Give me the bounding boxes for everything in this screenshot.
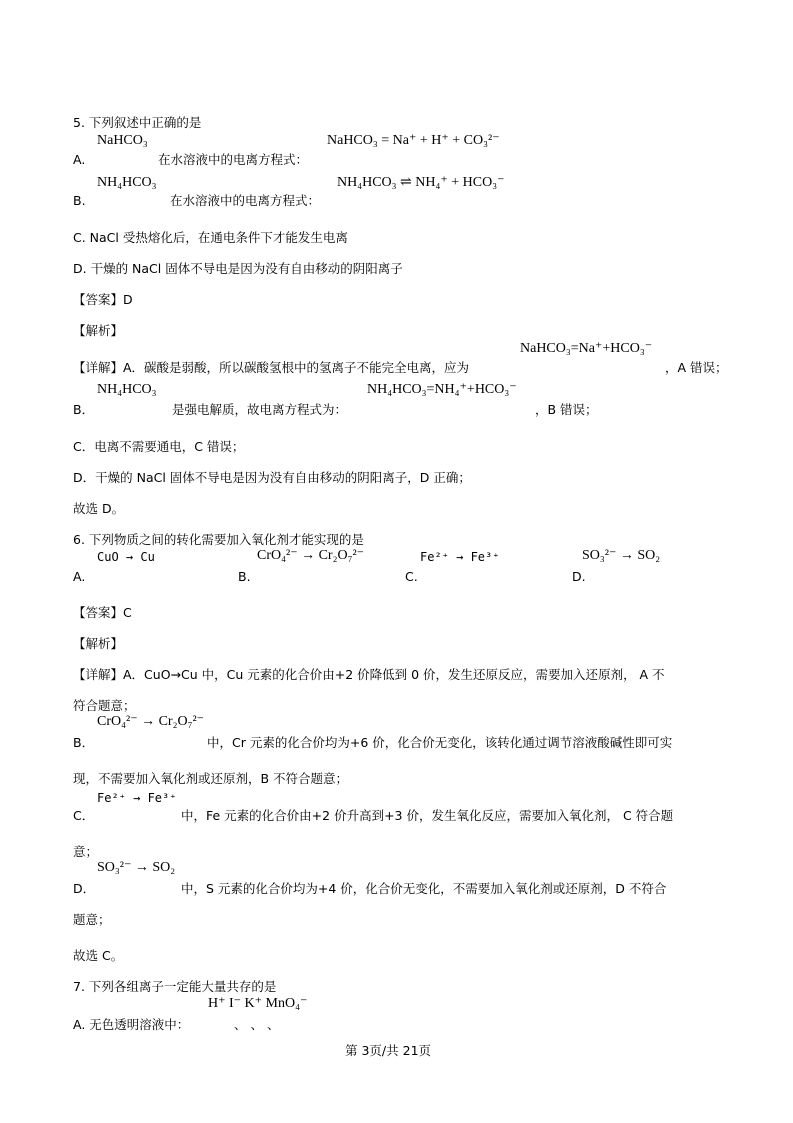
- detail-5a: 【详解】A．碳酸是弱酸，所以碳酸氢根中的氢离子不能完全电离，应为: [73, 360, 470, 375]
- detail-6b-label: B．: [73, 735, 95, 750]
- option-7a-ions: H⁺ I⁻ K⁺ MnO₄⁻: [208, 996, 308, 1011]
- question-7-title: 7. 下列各组离子一定能大量共存的是: [73, 979, 277, 994]
- detail-5b-label: B．: [73, 402, 95, 417]
- option-5b-text: 在水溶液中的电离方程式：: [170, 193, 321, 208]
- detail-6b-line2: 现，不需要加入氧化剂或还原剂，B 不符合题意；: [73, 771, 349, 786]
- option-6a-label: A.: [73, 569, 86, 584]
- detail-6d-equation: SO₃²⁻ → SO₂: [97, 860, 176, 875]
- choice-6: 故选 C。: [73, 948, 124, 963]
- detail-5b-formula: NH₄HCO₃: [97, 382, 157, 397]
- detail-5b-equation: NH₄HCO₃=NH₄⁺+HCO₃⁻: [367, 382, 517, 397]
- detail-5b-end: ，B 错误；: [535, 402, 598, 417]
- detail-6b-equation: CrO₄²⁻ → Cr₂O₇²⁻: [97, 714, 205, 729]
- option-label-b: B.: [73, 193, 86, 208]
- detail-6d-label: D．: [73, 881, 96, 896]
- option-6d-formula: SO₃²⁻ → SO₂: [582, 548, 661, 563]
- detail-5a-equation: NaHCO₃=Na⁺+HCO₃⁻: [520, 341, 653, 356]
- option-6c-label: C.: [405, 569, 418, 584]
- detail-6d-line2: 题意；: [73, 912, 111, 927]
- detail-6c-line1: 中，Fe 元素的化合价由+2 价升高到+3 价，发生氧化反应，需要加入氧化剂， C 符合题: [181, 808, 674, 823]
- option-7a-text: A. 无色透明溶液中：: [73, 1017, 190, 1032]
- detail-5b-text: 是强电解质，故电离方程式为：: [172, 402, 348, 417]
- detail-6b-line1: 中，Cr 元素的化合价均为+6 价，化合价无变化，该转化通过调节溶液酸碱性即可实: [207, 735, 673, 750]
- detail-6c-equation: Fe²⁺ → Fe³⁺: [97, 791, 177, 805]
- question-5-title: 5. 下列叙述中正确的是: [73, 115, 202, 130]
- option-5d: D. 干燥的 NaCl 固体不导电是因为没有自由移动的阴阳离子: [73, 261, 403, 276]
- formula-nh4hco3: NH₄HCO₃: [97, 175, 157, 190]
- option-6b-formula: CrO₄²⁻ → Cr₂O₇²⁻: [257, 548, 365, 563]
- option-6c-formula: Fe²⁺ → Fe³⁺: [420, 550, 500, 564]
- detail-6c-label: C．: [73, 808, 95, 823]
- detail-6a-line2: 符合题意；: [73, 698, 136, 713]
- answer-6: 【答案】C: [73, 605, 132, 620]
- equation-5a: NaHCO₃ = Na⁺ + H⁺ + CO₃²⁻: [327, 133, 500, 148]
- page-number: 第 3页/共 21页: [345, 1043, 432, 1058]
- analysis-6: 【解析】: [73, 636, 124, 651]
- option-5a-text: 在水溶液中的电离方程式：: [158, 152, 309, 167]
- analysis-5: 【解析】: [73, 323, 124, 338]
- option-6d-label: D.: [572, 569, 586, 584]
- detail-6c-line2: 意；: [73, 844, 99, 859]
- detail-6d-line1: 中，S 元素的化合价均为+4 价，化合价无变化，不需要加入氧化剂或还原剂，D 不符合: [181, 881, 667, 896]
- option-6a-formula: CuO → Cu: [97, 550, 155, 564]
- choice-5: 故选 D。: [73, 501, 125, 516]
- answer-5: 【答案】D: [73, 292, 133, 307]
- option-5c: C. NaCl 受热熔化后，在通电条件下才能发生电离: [73, 230, 348, 245]
- detail-5c: C．电离不需要通电，C 错误；: [73, 439, 245, 454]
- option-7a-separators: 、 、 、: [234, 1017, 280, 1032]
- detail-5d: D．干燥的 NaCl 固体不导电是因为没有自由移动的阴阳离子，D 正确；: [73, 470, 471, 485]
- detail-6a-line1: 【详解】A．CuO→Cu 中，Cu 元素的化合价由+2 价降低到 0 价，发生还原反应，需要加入还原剂， A 不: [73, 667, 665, 682]
- detail-5a-end: ，A 错误；: [665, 360, 728, 375]
- option-6b-label: B.: [238, 569, 251, 584]
- option-label-a: A.: [73, 152, 86, 167]
- equation-5b: NH₄HCO₃ ⇌ NH₄⁺ + HCO₃⁻: [337, 175, 505, 190]
- question-6-title: 6. 下列物质之间的转化需要加入氧化剂才能实现的是: [73, 532, 364, 547]
- formula-nahco3: NaHCO₃: [97, 133, 148, 148]
